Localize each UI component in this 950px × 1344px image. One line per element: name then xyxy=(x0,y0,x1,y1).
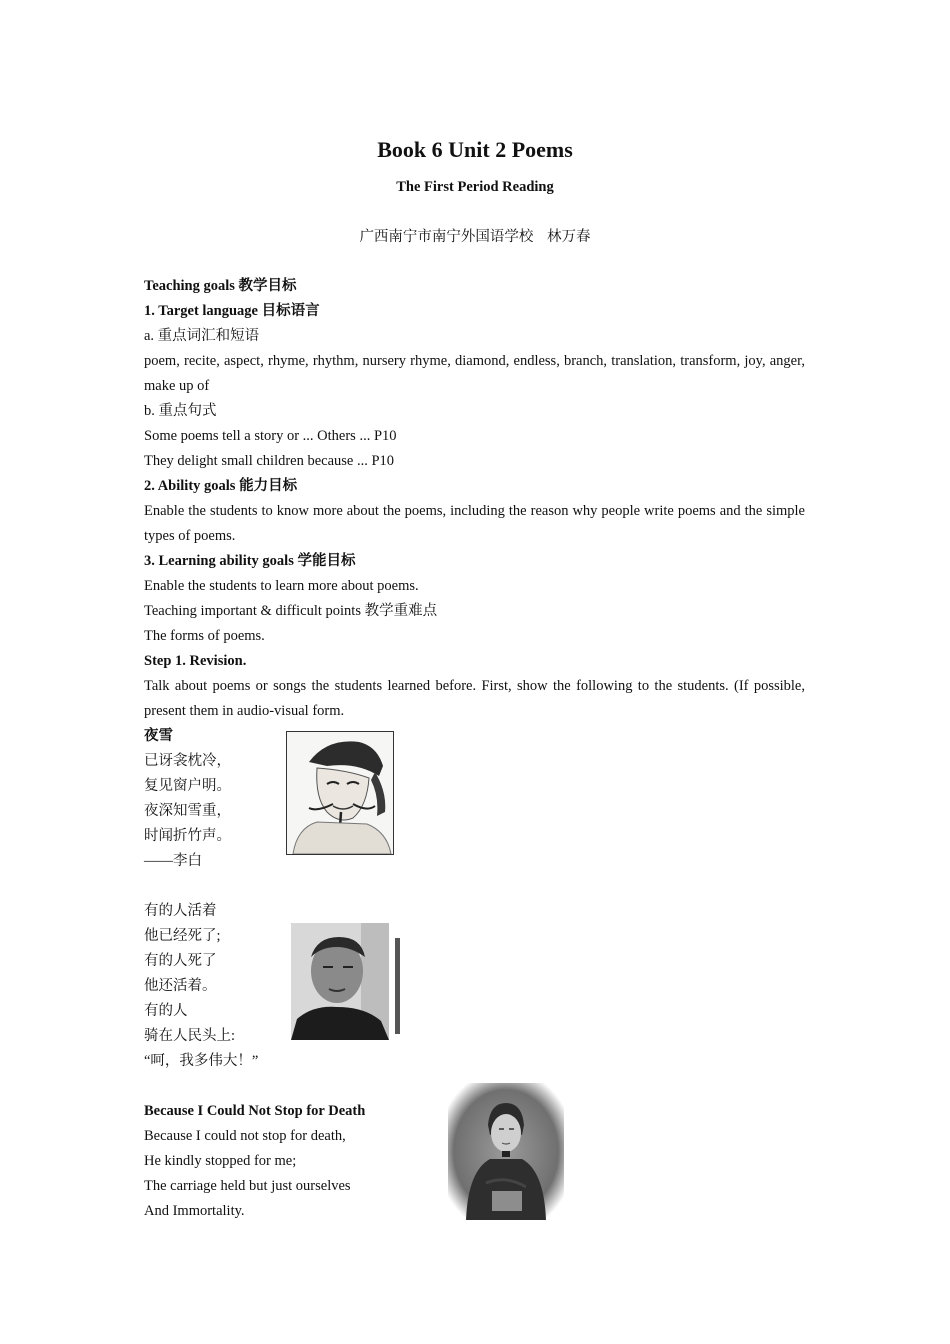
poem2-line: 他已经死了; xyxy=(144,928,221,944)
lesson-body xyxy=(144,274,805,1224)
target-language-heading: 1. Target language 目标语言 xyxy=(144,303,320,319)
poem2-line: 有的人 xyxy=(144,1003,188,1019)
poem1-author: ——李白 xyxy=(144,853,202,869)
li-bai-portrait-image xyxy=(286,731,394,855)
vocab-list: poem, recite, aspect, rhyme, rhythm, nursery rhyme, diamond, endless, branch, translation, transform, joy, anger, make up of xyxy=(144,353,805,394)
poem2-line: 他还活着。 xyxy=(144,978,217,994)
learning-goals-text: Enable the students to learn more about poems. xyxy=(144,578,419,594)
learning-goals-heading: 3. Learning ability goals 学能目标 xyxy=(144,553,356,569)
poem1-line: 时闻折竹声。 xyxy=(144,828,231,844)
poem3-title: Because I Could Not Stop for Death xyxy=(144,1103,366,1119)
poem3-line: Because I could not stop for death, xyxy=(144,1128,346,1144)
sentence-pattern-2: They delight small children because ... P10 xyxy=(144,453,395,469)
spacer xyxy=(144,874,805,899)
lu-xun-photo-image xyxy=(291,923,389,1040)
poem1-line: 夜深知雪重， xyxy=(144,803,231,819)
ability-goals-heading: 2. Ability goals 能力目标 xyxy=(144,478,298,494)
sentence-heading: b. 重点句式 xyxy=(144,403,217,419)
poem2-line: 骑在人民头上: xyxy=(144,1028,236,1044)
teaching-goals-heading: Teaching goals 教学目标 xyxy=(144,278,297,294)
document-title: Book 6 Unit 2 Poems xyxy=(377,137,573,162)
poem2-line: 有的人活着 xyxy=(144,903,217,919)
important-points-heading: Teaching important & difficult points 教学重难点 xyxy=(144,603,438,619)
poem3-line: And Immortality. xyxy=(144,1203,245,1219)
poem3-line: He kindly stopped for me; xyxy=(144,1153,297,1169)
sentence-pattern-1: Some poems tell a story or ... Others ... P10 xyxy=(144,428,397,444)
step1-text: Talk about poems or songs the students learned before. First, show the following to the students. (If possible, present them in audio-visual form. xyxy=(144,678,805,719)
forms-text: The forms of poems. xyxy=(144,628,265,644)
poem2-line: 有的人死了 xyxy=(144,953,217,969)
photo-edge-strip xyxy=(395,938,400,1034)
poem1-line: 已讶衾枕冷， xyxy=(144,753,231,769)
author-line: 广西南宁市南宁外国语学校 林万春 xyxy=(359,229,591,245)
ability-goals-text: Enable the students to know more about the poems, including the reason why people write poems and the simple types of poems. xyxy=(144,503,805,544)
document-subtitle: The First Period Reading xyxy=(396,179,554,195)
dickinson-photo-image xyxy=(448,1083,564,1220)
step1-heading: Step 1. Revision. xyxy=(144,653,247,669)
poem1-line: 复见窗户明。 xyxy=(144,778,231,794)
poem2-line: “呵，我多伟大！” xyxy=(144,1053,259,1069)
poem3-line: The carriage held but just ourselves xyxy=(144,1178,351,1194)
poem1-title: 夜雪 xyxy=(144,728,173,744)
vocab-heading: a. 重点词汇和短语 xyxy=(144,328,260,344)
